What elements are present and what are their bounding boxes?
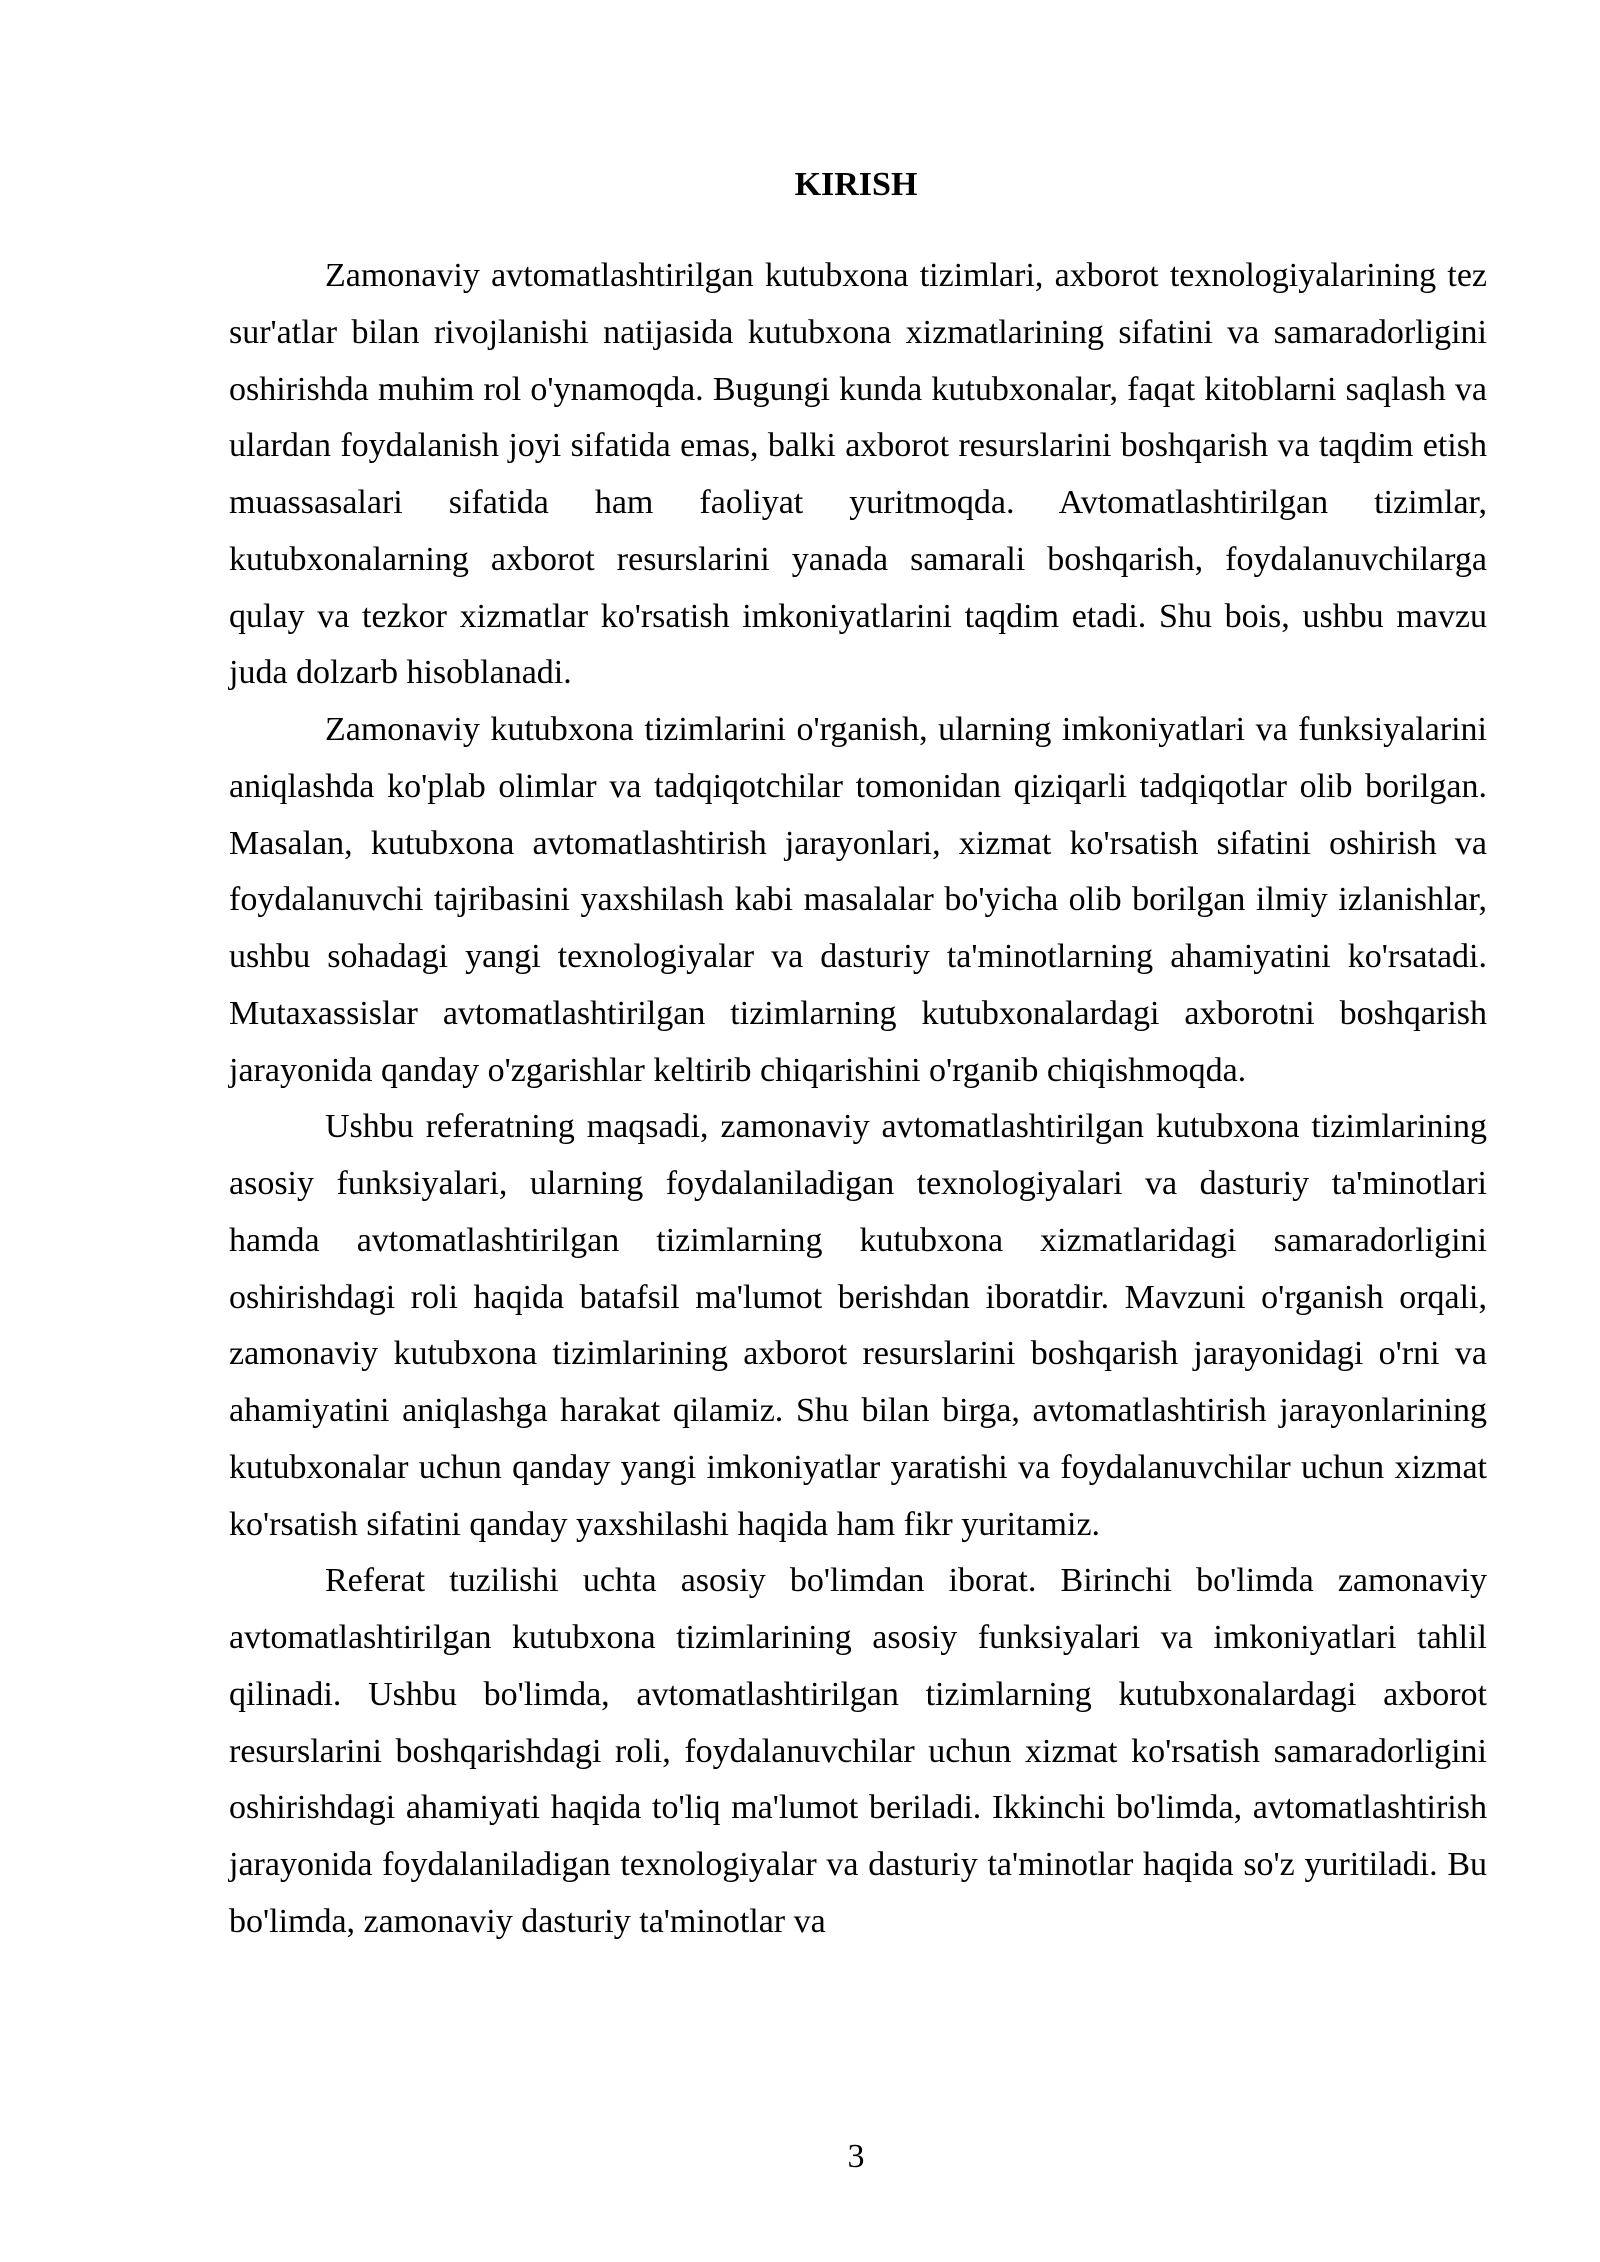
paragraph: Zamonaviy avtomatlashtirilgan kutubxona tizimlari, axborot texnologiyalarining tez sur'atlar bilan rivojlanishi natijasida kutubxona xizmatlarining sifatini va samaradorligini oshirishda muhim rol o'ynamoqda. Bugungi kunda kutubxonalar, faqat kitoblarni saqlash va ulardan foydalanish joyi sifatida emas, balki axborot resurslarini boshqarish va taqdim etish muassasalari sifatida ham faoliyat yuritmoqda. Avtomatlashtirilgan tizimlar, kutubxonalarning axborot resurslarini yanada samarali boshqarish, foydalanuvchilarga qulay va tezkor xizmatlar ko'rsatish imkoniyatlarini taqdim etadi. Shu bois, ushbu mavzu juda dolzarb hisoblanadi.: [229, 257, 1487, 692]
paragraph: Ushbu referatning maqsadi, zamonaviy avtomatlashtirilgan kutubxona tizimlarining asosiy funksiyalari, ularning foydalaniladigan texnologiyalari va dasturiy ta'minotlari hamda avtomatlashtirilgan tizimlarning kutubxona xizmatlaridagi samaradorligini oshirishdagi roli haqida batafsil ma'lumot berishdan iboratdir. Mavzuni o'rganish orqali, zamonaviy kutubxona tizimlarining axborot resurslarini boshqarish jarayonidagi o'rni va ahamiyatini aniqlashga harakat qilamiz. Shu bilan birga, avtomatlashtirish jarayonlarining kutubxonalar uchun qanday yangi imkoniyatlar yaratishi va foydalanuvchilar uchun xizmat ko'rsatish sifatini qanday yaxshilashi haqida ham fikr yuritamiz.: [229, 1108, 1487, 1543]
page-title: KIRISH: [794, 166, 918, 203]
paragraph: Zamonaviy kutubxona tizimlarini o'rganish, ularning imkoniyatlari va funksiyalarini aniqlashda ko'plab olimlar va tadqiqotchilar tomonidan qiziqarli tadqiqotlar olib borilgan. Masalan, kutubxona avtomatlashtirish jarayonlari, xizmat ko'rsatish sifatini oshirish va foydalanuvchi tajribasini yaxshilash kabi masalalar bo'yicha olib borilgan ilmiy izlanishlar, ushbu sohadagi yangi texnologiyalar va dasturiy ta'minotlarning ahamiyatini ko'rsatadi. Mutaxassislar avtomatlashtirilgan tizimlarning kutubxonalardagi axborotni boshqarish jarayonida qanday o'zgarishlar keltirib chiqarishini o'rganib chiqishmoqda.: [229, 711, 1487, 1089]
body-text: [229, 248, 1487, 1951]
page-number: 3: [847, 2138, 865, 2175]
paragraph: Referat tuzilishi uchta asosiy bo'limdan iborat. Birinchi bo'limda zamonaviy avtomatlashtirilgan kutubxona tizimlarining asosiy funksiyalari va imkoniyatlari tahlil qilinadi. Ushbu bo'limda, avtomatlashtirilgan tizimlarning kutubxonalardagi axborot resurslarini boshqarishdagi roli, foydalanuvchilar uchun xizmat ko'rsatish samaradorligini oshirishdagi ahamiyati haqida to'liq ma'lumot beriladi. Ikkinchi bo'limda, avtomatlashtirish jarayonida foydalaniladigan texnologiyalar va dasturiy ta'minotlar haqida so'z yuritiladi. Bu bo'limda, zamonaviy dasturiy ta'minotlar va: [229, 1562, 1487, 1940]
